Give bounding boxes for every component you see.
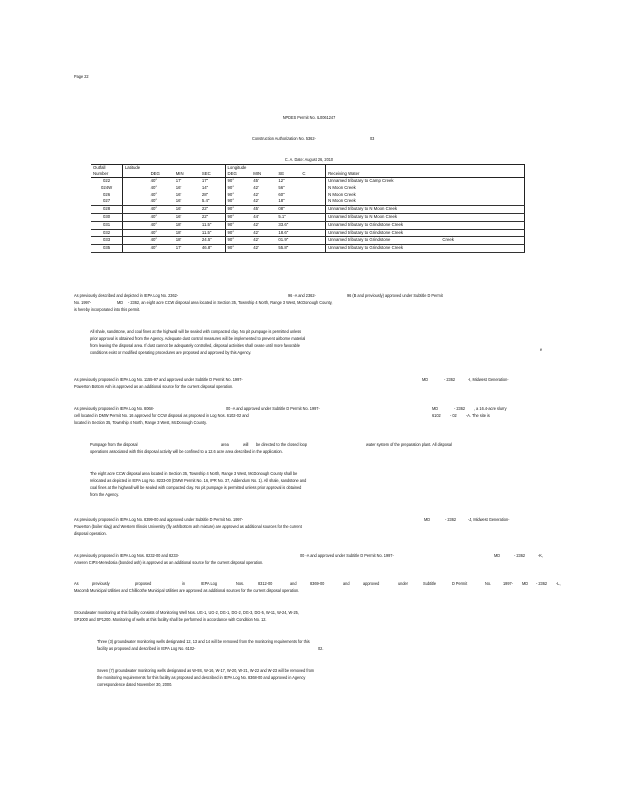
para-9-word: Subtitle <box>423 581 437 586</box>
para-4-line-2c: - 02 <box>450 413 457 418</box>
construction-authorization: Construction Authorization No. 5362- <box>252 136 316 141</box>
para-9-word: 8369-00 <box>310 581 325 586</box>
para-11-line-2a: facility as proposed and described in IEPA Log No. 6102- <box>97 646 196 651</box>
ca-date: C. A. Date: August 26, 2010 <box>284 157 334 162</box>
para-9-word: MD <box>522 581 529 586</box>
para-3-line-1a: As previously proposed in IEPA Log No. 1155-97 and approved under Subtitle D Permit No. 1997- <box>74 377 243 382</box>
para-6-line-1: The eight acre CCW disposal area located in Section 35, Township 4 North, Range 3 West, McDonough County shall be <box>90 471 298 476</box>
para-7-line-3: disposal operation. <box>74 531 107 536</box>
para-4-line-2a: cell located in DMW Permit No. 16 approved for CCW disposal as proposed in Log Nos. 6102-02 and <box>74 413 249 418</box>
para-1-line-1a: As previously described and depicted in IEPA Log No. 2362- <box>74 293 179 298</box>
outfall-table <box>91 164 525 253</box>
table-row: 027 40° 16' 5.4" 90° 42' 18" N Moon Creek <box>91 198 525 205</box>
para-2-line-4: conditions exist or modified operating procedures are proposed and approved by this Agency. <box>90 350 252 355</box>
table-row: 022 40° 17' 17" 90° 45' 12" Unnamed tributary to Camp Creek <box>91 178 525 185</box>
para-9-word: -L, <box>556 581 561 586</box>
table-row: 028 40° 16' 22" 90° 45' 08" Unnamed tributary to N Moon Creek <box>91 206 525 214</box>
para-5-line-1b: area <box>221 442 229 447</box>
para-7-line-1b: MD <box>424 517 431 522</box>
para-9-word: under <box>398 581 408 586</box>
para-3-line-1c: - 2362 <box>444 377 456 382</box>
para-5-line-2: operations associated with this disposal activity will be confined to a 12.6 acre area described in the application. <box>90 449 283 454</box>
para-5-line-1c: will <box>243 442 249 447</box>
para-2-stray-e: e <box>540 347 543 352</box>
para-11-line-1: Three (3) groundwater monitoring wells designated 12, 13 and 14 will be removed from the monitoring requirements for this <box>97 639 310 644</box>
permit-number: NPDES Permit No. IL0061247 <box>282 115 336 120</box>
para-8-line-1a: As previously proposed in IEPA Log Nos. 8232-00 and 8233- <box>74 553 179 558</box>
table-row: 026 40° 16' 28" 90° 42' 60" N Moon Creek <box>91 192 525 199</box>
construction-authorization-suffix: 03 <box>370 136 375 141</box>
para-12-line-2: the monitoring requirements for this facility as proposed and described in IEPA Log No. 8368-00 and approved in Agency <box>97 675 306 680</box>
header-outfall: Outfall <box>91 165 122 172</box>
header-lat-deg: DEG <box>149 171 174 178</box>
para-9-word: 1997- <box>503 581 513 586</box>
para-5-line-1d: be directed to the closed loop <box>256 442 308 447</box>
para-9-word: 8312-00 <box>258 581 273 586</box>
para-9-word: approved <box>363 581 380 586</box>
page-number: Page 22 <box>74 74 89 79</box>
para-4-line-1b: 00 -A and approved under Subtitle D Permit No. 1997- <box>226 406 320 411</box>
para-6-line-2: relocated as depicted in IEPA Log No. 8233-00 (DMW Permit No. 16, IPR No. 37, Addendum No. 1). All shale, sandstone and <box>90 478 307 483</box>
para-12-line-1: Seven (7) groundwater monitoring wells designated as W-9S, W-16, W-17, W-20, W-21, W-22 and W-23 will be removed from <box>97 668 315 673</box>
para-9-word: - 2362 <box>536 581 548 586</box>
table-row: 024W 40° 16' 14" 90° 42' 56" N Moon Creek <box>91 185 525 192</box>
row-033-creek: Creek <box>442 237 454 243</box>
para-7-line-1d: -J, Midwest Generation- <box>468 517 510 522</box>
para-7-line-1c: - 2362 <box>445 517 457 522</box>
para-6-line-3: coal fines at the highwall will be sealed with compacted clay. No pit pumpage is permitted unless prior approval is obtained <box>90 485 302 490</box>
para-6-line-4: from the Agency. <box>90 492 120 497</box>
para-2-line-2: prior approval is obtained from the Agency. Adequate dust control measures will be implemented to prevent airborne material <box>90 336 306 341</box>
header-number: Number <box>91 171 122 178</box>
para-10-line-1: Groundwater monitoring at this facility consists of Monitoring Well Nos. UG-1, UG-2, DG-1, DG-2, DG-3, DG-5, W-11, W-24, W-25, <box>74 610 299 615</box>
para-10-line-2: SP1000 and SP1200. Monitoring of wells at this facility shall be performed in accordance with Condition No. 12. <box>74 617 267 622</box>
para-4-line-1d: - 2362 <box>454 406 466 411</box>
para-4-line-1c: MD <box>432 406 439 411</box>
para-1-line-1b: 96 -A and 2362- <box>288 293 316 298</box>
para-9-word: and <box>290 581 297 586</box>
header-latitude: Latitude <box>122 165 225 172</box>
para-1-line-2b: MD <box>117 300 124 305</box>
para-1-line-2c: - 2362, an eight acre CCW disposal area located in Section 35, Township 4 North, Range 3 West, McDonough County, <box>128 300 333 305</box>
table-row: 030 40° 16' 22" 90° 44' 5.1" Unnamed tributary to N Moon Creek <box>91 213 525 221</box>
table-row: 032 40° 18' 11.5" 90° 42' 18.6" Unnamed tributary to Grindstone Creek <box>91 229 525 237</box>
para-1-line-1c: 96 (B and previously) approved under Subtitle D Permit <box>347 293 443 298</box>
header-receiving-water: Receiving Water <box>326 171 525 178</box>
para-8-line-1d: - 2362 <box>514 553 526 558</box>
para-12-line-3: correspondence dated November 30, 2000. <box>97 682 173 687</box>
para-9-line-2: Macomb Municipal Utilities and Chillicothe Municipal Utilities are approved as additional sources for the current disposal operation. <box>74 588 300 593</box>
para-4-line-1a: As previously proposed in IEPA Log No. 8068- <box>74 406 155 411</box>
para-9-word: IEPA Log <box>201 581 218 586</box>
para-4-line-3: located in Section 35, Township 4 North, Range 3 West, McDonough County. <box>74 420 207 425</box>
para-9-word: No. <box>485 581 492 586</box>
header-longitude: Longitude <box>225 165 326 172</box>
table-row: 031 40° 18' 11.5" 90° 42' 33.6" Unnamed tributary to Grindstone Creek <box>91 221 525 229</box>
para-7-line-1a: As previously proposed in IEPA Log No. 8399-00 and approved under Subtitle D Permit No. 1997- <box>74 517 244 522</box>
para-5-line-1e: water system of the preparation plant. All disposal <box>366 442 452 447</box>
para-9-word: As <box>74 581 79 586</box>
para-8-line-2: Ameren CIPS-Meredosia (bonded ash) is approved as an additional source for the current disposal operation. <box>74 560 264 565</box>
para-1-line-2a: No. 1997- <box>74 300 92 305</box>
para-9-word: D Permit <box>452 581 468 586</box>
para-3-line-1d: -I, Midwest Generation- <box>468 377 509 382</box>
para-2-line-3: from leaving the disposal area. If dust cannot be adequately controlled, disposal activities shall cease until more favorable <box>90 343 300 348</box>
para-1-line-3: is hereby incorporated into this permit. <box>74 307 141 312</box>
header-lat-sec: SEC <box>200 171 225 178</box>
header-lat-min: MIN <box>174 171 200 178</box>
para-11-line-2b: 02. <box>318 646 324 651</box>
para-9-word: in <box>182 581 186 586</box>
para-8-line-1c: MD <box>494 553 501 558</box>
header-lon-c: C <box>300 171 325 178</box>
para-8-line-1b: 00 -A and approved under Subtitle D Permit No. 1997- <box>300 553 394 558</box>
para-9-word: previously <box>92 581 110 586</box>
para-9-word: and <box>343 581 350 586</box>
table-row: 035 40° 17' 46.8" 90° 42' 55.8" Unnamed tributary to Grindstone Creek <box>91 245 525 253</box>
para-9-word: Nos. <box>236 581 245 586</box>
para-8-line-1e: -K, <box>538 553 543 558</box>
para-3-line-2: Powerton Bottom Ash is approved as an additional source for the current disposal operation. <box>74 384 234 389</box>
para-3-line-1b: MD <box>422 377 429 382</box>
para-7-line-2: Powerton (boiler slag) and Western Illinois University (fly ash/bottom ash mixture) are approved as additional sources for the current <box>74 524 302 529</box>
para-2-line-1: All shale, sandstone, and coal fines at the highwall will be sealed with compacted clay. No pit pumpage is permitted unless <box>90 329 302 334</box>
para-4-line-1e: , a 16.4-acre slurry <box>474 406 507 411</box>
para-4-line-2b: 6102 <box>432 413 441 418</box>
header-lon-deg: DEG <box>225 171 251 178</box>
header-lon-min: MIN <box>251 171 276 178</box>
para-9-word: proposed <box>135 581 152 586</box>
para-5-line-1a: Pumpage from the disposal <box>90 442 138 447</box>
para-4-line-2d: -A. The site is <box>466 413 490 418</box>
header-lon-se: SE <box>276 171 300 178</box>
table-row: 033 40° 18' 24.5" 90° 42' 01.9" Unnamed tributary to Grindstone Creek <box>91 237 525 245</box>
